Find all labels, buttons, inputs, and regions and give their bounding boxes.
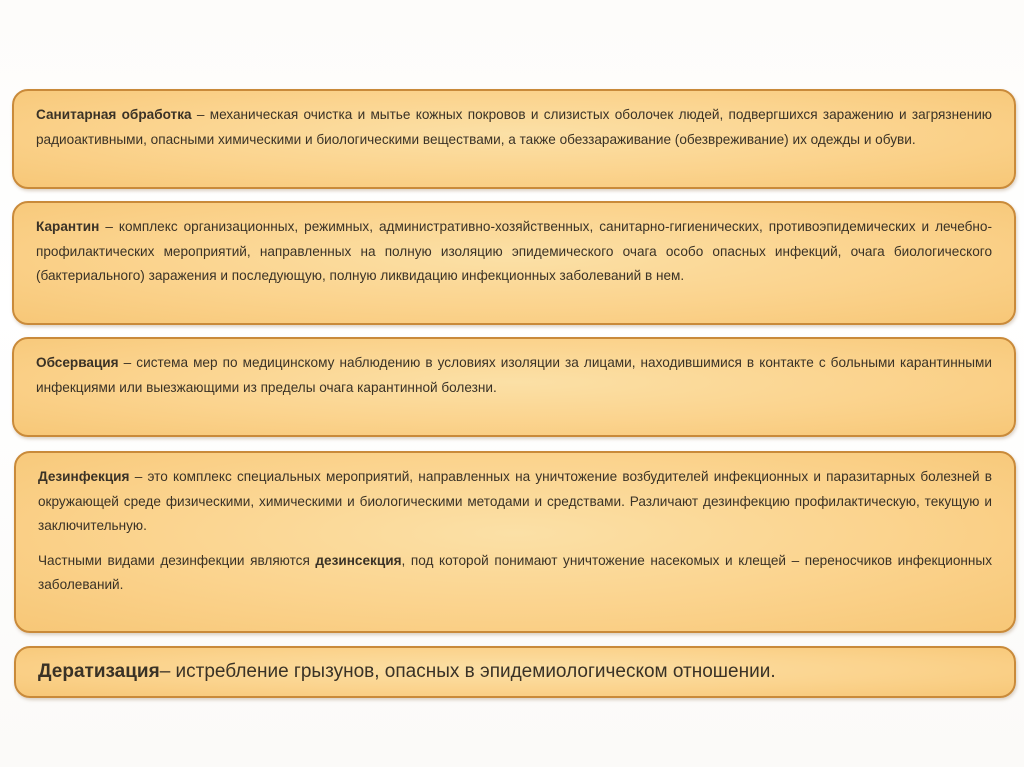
definition-term: Дезинфекция [38, 469, 130, 484]
definition-text [38, 465, 992, 539]
definition-text [36, 351, 992, 400]
definition-card-quarantine [12, 201, 1016, 325]
definition-term: Санитарная обработка [36, 107, 192, 122]
definition-card-sanitary-treatment [12, 89, 1016, 189]
definition-card-observation [12, 337, 1016, 437]
definition-text [36, 215, 992, 289]
note-lead: Частными видами дезинфекции являются [38, 552, 316, 568]
definition-text [36, 103, 992, 152]
definition-body: – комплекс организационных, режимных, административно-хозяйственных, санитарно-гигиенических, противоэпидемических и лечебно-профилактических мероприятий, направленных на полную изоляцию эпидемического очага особо опасных инфекций, очага биологического (бактериального) заражения и последующую, полную ликвидацию инфекционных заболеваний в нем. [36, 219, 992, 283]
definition-body: – механическая очистка и мытье кожных покровов и слизистых оболочек людей, подвергшихся заражению и загрязнению радиоактивными, опасными химическими и биологическими веществами, а также обеззараживание (обезвреживание) их одежды и обуви. [36, 107, 992, 147]
definition-text [38, 660, 776, 684]
definition-card-deratization [14, 646, 1016, 698]
definition-term: Дератизация [38, 661, 160, 682]
disinsection-note [38, 549, 992, 598]
definition-body: – это комплекс специальных мероприятий, направленных на уничтожение возбудителей инфекционных и паразитарных болезней в окружающей среде физическими, химическими и биологическими методами и средствами. Различают дезинфекцию профилактическую, текущую и заключительную. [38, 469, 992, 533]
definition-body: – система мер по медицинскому наблюдению в условиях изоляции за лицами, находившимися в контакте с больными карантинными инфекциями или выезжающими из пределы очага карантинной болезни. [36, 355, 992, 395]
definition-term: Обсервация [36, 355, 119, 370]
definition-card-disinfection [14, 451, 1016, 633]
note-tail: , под которой понимают уничтожение насекомых и клещей – переносчиков инфекционных заболеваний. [38, 552, 992, 592]
definition-body: – истребление грызунов, опасных в эпидемиологическом отношении. [159, 661, 776, 682]
definition-term: Карантин [36, 219, 100, 234]
note-term: дезинсекция [315, 552, 402, 568]
